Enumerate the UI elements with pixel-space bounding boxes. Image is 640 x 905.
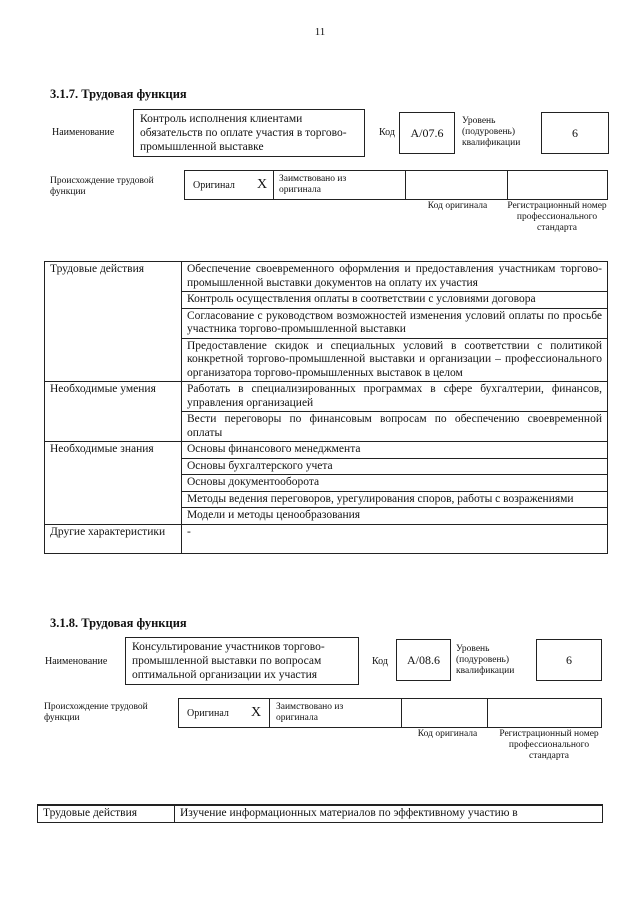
table-cell: Основы документооборота (182, 475, 608, 492)
original-label: Оригинал (193, 180, 235, 191)
row-label: Трудовые действия (45, 262, 182, 382)
code-value-box: A/08.6 (396, 639, 451, 681)
row-label: Другие характеристики (45, 524, 182, 553)
row-label: Необходимые знания (45, 442, 182, 525)
reg-number-label: Регистрационный номер профессионального стандарта (499, 729, 599, 761)
origin-table (184, 170, 608, 200)
function-name-box: Контроль исполнения клиентами обязательств по оплате участия в торгово-промышленной выставке (133, 109, 365, 157)
code-original-label: Код оригинала (427, 201, 488, 211)
page-number: 11 (314, 26, 326, 38)
table-cell: Основы бухгалтерского учета (182, 458, 608, 475)
table-cell: Контроль осуществления оплаты в соответствии с условиями договора (182, 292, 608, 309)
table-cell: Работать в специализированных программах в сфере бухгалтерии, финансов, управления организацией (182, 382, 608, 412)
original-mark: X (251, 705, 262, 720)
name-label: Наименование (52, 127, 115, 138)
borrowed-label: Заимствовано из оригинала (279, 174, 347, 195)
reg-number-label: Регистрационный номер профессионального стандарта (507, 201, 607, 233)
table-cell: Изучение информационных материалов по эффективному участию в (175, 805, 603, 822)
level-label: Уровень (подуровень) квалификации (456, 644, 515, 676)
divider (401, 699, 402, 727)
divider (269, 699, 270, 727)
table-cell: Согласование с руководством возможностей изменения условий оплаты по просьбе участника торгово-промышленной выставки (182, 308, 608, 338)
function-name-box: Консультирование участников торгово-промышленной выставки по вопросам оптимальной организации их участия (125, 637, 359, 685)
table-cell: Методы ведения переговоров, урегулирования споров, работы с возражениями (182, 491, 608, 508)
table-cell: Вести переговоры по финансовым вопросам по обеспечению своевременной оплаты (182, 412, 608, 442)
section-heading: 3.1.8. Трудовая функция (50, 616, 187, 630)
level-value-box: 6 (541, 112, 609, 154)
row-label: Трудовые действия (38, 805, 175, 822)
original-mark: X (257, 177, 268, 192)
requirements-table (44, 261, 608, 554)
origin-label: Происхождение трудовой функции (44, 702, 148, 723)
divider (405, 171, 406, 199)
requirements-table (37, 804, 603, 823)
code-value-box: A/07.6 (399, 112, 455, 154)
divider (487, 699, 488, 727)
origin-label: Происхождение трудовой функции (50, 176, 154, 197)
divider (273, 171, 274, 199)
code-label: Код (372, 656, 388, 667)
level-label: Уровень (подуровень) квалификации (462, 116, 521, 148)
borrowed-label: Заимствовано из оригинала (276, 702, 344, 723)
table-cell: - (182, 524, 608, 553)
row-label: Необходимые умения (45, 382, 182, 442)
table-cell: Модели и методы ценообразования (182, 508, 608, 525)
divider (507, 171, 508, 199)
section-heading: 3.1.7. Трудовая функция (50, 87, 187, 101)
table-cell: Предоставление скидок и специальных условий в соответствии с политикой конкретной торгово-промышленной выставки и организации – профессионального организатора торгово-промышленных выставок в целом (182, 338, 608, 382)
table-cell: Обеспечение своевременного оформления и предоставления участникам торгово-промышленной выставки документов на оплату их участия (182, 262, 608, 292)
origin-table (178, 698, 602, 728)
code-original-label: Код оригинала (417, 729, 478, 739)
table-cell: Основы финансового менеджмента (182, 442, 608, 459)
name-label: Наименование (45, 656, 108, 667)
level-value-box: 6 (536, 639, 602, 681)
code-label: Код (379, 127, 395, 138)
original-label: Оригинал (187, 708, 229, 719)
